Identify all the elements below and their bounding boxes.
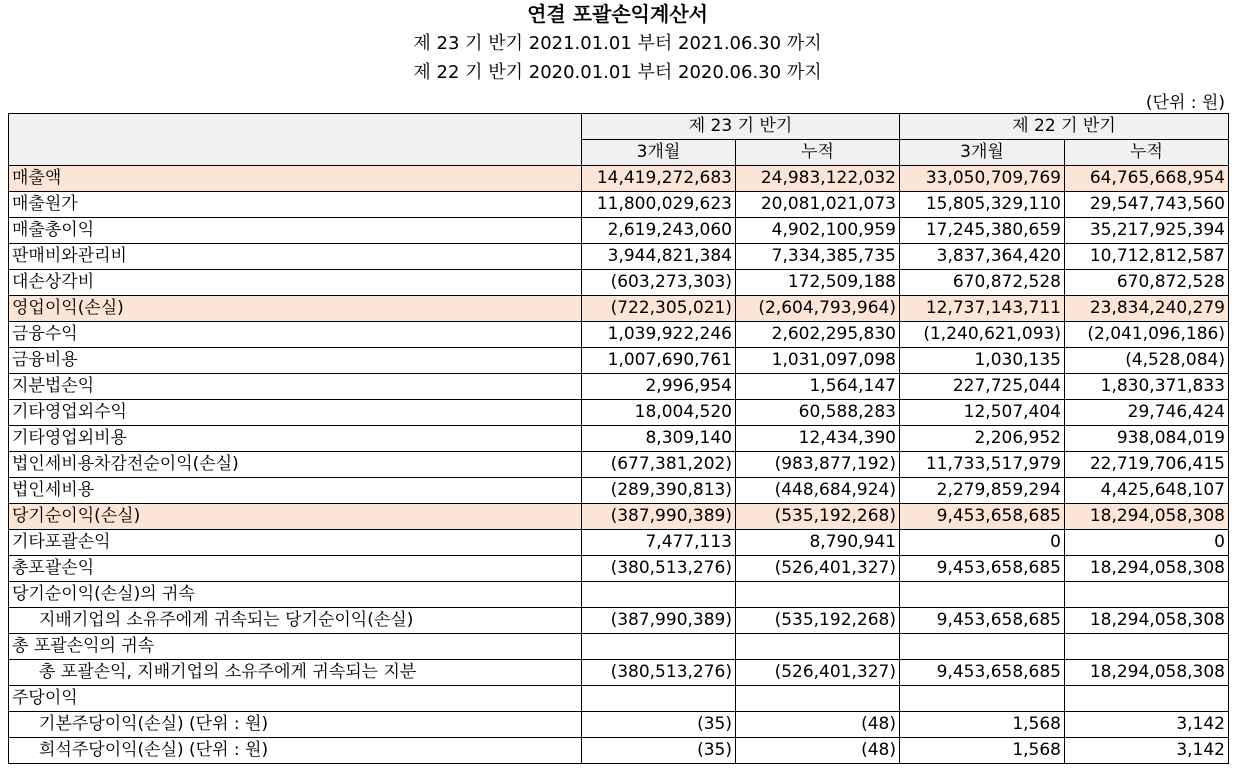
row-value: 10,712,812,587 — [1065, 244, 1229, 270]
row-label: 기본주당이익(손실) (단위 : 원) — [9, 712, 582, 738]
row-value: 2,996,954 — [582, 374, 736, 400]
table-row — [9, 374, 1229, 400]
table-row — [9, 504, 1229, 530]
row-value: 7,334,385,735 — [736, 244, 900, 270]
row-value: (289,390,813) — [582, 478, 736, 504]
row-value: (380,513,276) — [582, 660, 736, 686]
row-value: 4,902,100,959 — [736, 218, 900, 244]
row-value: 33,050,709,769 — [900, 166, 1065, 192]
row-value: 18,004,520 — [582, 400, 736, 426]
table-row — [9, 530, 1229, 556]
row-value: (4,528,084) — [1065, 348, 1229, 374]
row-value: 670,872,528 — [900, 270, 1065, 296]
row-value: (2,604,793,964) — [736, 296, 900, 322]
row-value: 9,453,658,685 — [900, 660, 1065, 686]
table-row — [9, 582, 1229, 608]
row-label: 판매비와관리비 — [9, 244, 582, 270]
row-value — [736, 582, 900, 608]
row-value: 12,737,143,711 — [900, 296, 1065, 322]
row-value: 12,507,404 — [900, 400, 1065, 426]
row-value: (677,381,202) — [582, 452, 736, 478]
row-label: 금융수익 — [9, 322, 582, 348]
row-value — [736, 686, 900, 712]
row-value: 20,081,021,073 — [736, 192, 900, 218]
header-blank-cell — [9, 114, 582, 166]
row-label: 희석주당이익(손실) (단위 : 원) — [9, 738, 582, 764]
row-value: 2,602,295,830 — [736, 322, 900, 348]
row-value: 11,733,517,979 — [900, 452, 1065, 478]
row-value: 4,425,648,107 — [1065, 478, 1229, 504]
row-value: 3,142 — [1065, 738, 1229, 764]
row-value: 18,294,058,308 — [1065, 504, 1229, 530]
row-value: 1,830,371,833 — [1065, 374, 1229, 400]
table-row — [9, 634, 1229, 660]
row-label: 대손상각비 — [9, 270, 582, 296]
period-current: 제 23 기 반기 2021.01.01 부터 2021.06.30 까지 — [413, 33, 822, 54]
row-value: (535,192,268) — [736, 608, 900, 634]
period-prior: 제 22 기 반기 2020.01.01 부터 2020.06.30 까지 — [413, 62, 822, 83]
table-row — [9, 348, 1229, 374]
row-value: (1,240,621,093) — [900, 322, 1065, 348]
row-value: 7,477,113 — [582, 530, 736, 556]
row-value — [736, 634, 900, 660]
header-row-periods — [9, 114, 1229, 140]
row-value: 1,039,922,246 — [582, 322, 736, 348]
row-value: 227,725,044 — [900, 374, 1065, 400]
table-row — [9, 686, 1229, 712]
table-row — [9, 660, 1229, 686]
row-value — [582, 634, 736, 660]
row-value: 60,588,283 — [736, 400, 900, 426]
row-label: 총포괄손익 — [9, 556, 582, 582]
table-row — [9, 400, 1229, 426]
table-row — [9, 712, 1229, 738]
row-value: 1,564,147 — [736, 374, 900, 400]
table-row — [9, 218, 1229, 244]
row-value — [1065, 582, 1229, 608]
row-value: 8,790,941 — [736, 530, 900, 556]
row-value: (35) — [582, 738, 736, 764]
row-value: (448,684,924) — [736, 478, 900, 504]
table-row — [9, 478, 1229, 504]
row-label: 기타영업외비용 — [9, 426, 582, 452]
row-value: 18,294,058,308 — [1065, 608, 1229, 634]
row-label: 법인세비용 — [9, 478, 582, 504]
table-row — [9, 192, 1229, 218]
row-value: (380,513,276) — [582, 556, 736, 582]
row-value: 670,872,528 — [1065, 270, 1229, 296]
row-value: (722,305,021) — [582, 296, 736, 322]
row-value: 9,453,658,685 — [900, 556, 1065, 582]
row-value: 22,719,706,415 — [1065, 452, 1229, 478]
row-value: 29,547,743,560 — [1065, 192, 1229, 218]
document-title: 연결 포괄손익계산서 — [527, 2, 708, 26]
row-label: 총 포괄손익의 귀속 — [9, 634, 582, 660]
row-value: (48) — [736, 712, 900, 738]
income-statement-table — [8, 113, 1229, 764]
row-value: 11,800,029,623 — [582, 192, 736, 218]
document-header — [0, 0, 1235, 87]
row-label: 지배기업의 소유주에게 귀속되는 당기순이익(손실) — [9, 608, 582, 634]
row-value: 29,746,424 — [1065, 400, 1229, 426]
row-value: (603,273,303) — [582, 270, 736, 296]
row-value: 1,568 — [900, 738, 1065, 764]
row-label: 영업이익(손실) — [9, 296, 582, 322]
row-label: 지분법손익 — [9, 374, 582, 400]
row-value: 0 — [1065, 530, 1229, 556]
row-value — [582, 686, 736, 712]
row-value: 18,294,058,308 — [1065, 660, 1229, 686]
row-label: 기타영업외수익 — [9, 400, 582, 426]
row-value: 1,030,135 — [900, 348, 1065, 374]
row-label: 매출총이익 — [9, 218, 582, 244]
row-label: 기타포괄손익 — [9, 530, 582, 556]
header-cumulative-prior: 누적 — [1065, 140, 1229, 166]
table-row — [9, 738, 1229, 764]
row-label: 매출액 — [9, 166, 582, 192]
row-value — [900, 582, 1065, 608]
row-value — [900, 686, 1065, 712]
row-value: 17,245,380,659 — [900, 218, 1065, 244]
table-row — [9, 426, 1229, 452]
table-row — [9, 452, 1229, 478]
header-3months-prior: 3개월 — [900, 140, 1065, 166]
row-value: 64,765,668,954 — [1065, 166, 1229, 192]
row-value: 15,805,329,110 — [900, 192, 1065, 218]
table-row — [9, 166, 1229, 192]
row-value: 12,434,390 — [736, 426, 900, 452]
row-value: (48) — [736, 738, 900, 764]
row-value: 2,206,952 — [900, 426, 1065, 452]
table-row — [9, 322, 1229, 348]
row-value: (2,041,096,186) — [1065, 322, 1229, 348]
row-value — [1065, 634, 1229, 660]
row-value: 172,509,188 — [736, 270, 900, 296]
row-value: (983,877,192) — [736, 452, 900, 478]
unit-label: (단위 : 원) — [1145, 93, 1225, 113]
header-cumulative-current: 누적 — [736, 140, 900, 166]
row-value: 9,453,658,685 — [900, 504, 1065, 530]
row-value — [1065, 686, 1229, 712]
row-label: 매출원가 — [9, 192, 582, 218]
row-value: (387,990,389) — [582, 504, 736, 530]
table-row — [9, 270, 1229, 296]
row-value: 3,837,364,420 — [900, 244, 1065, 270]
row-value: (387,990,389) — [582, 608, 736, 634]
table-row — [9, 244, 1229, 270]
row-value — [900, 634, 1065, 660]
row-label: 법인세비용차감전순이익(손실) — [9, 452, 582, 478]
row-value: 24,983,122,032 — [736, 166, 900, 192]
row-value: 1,031,097,098 — [736, 348, 900, 374]
row-value: (526,401,327) — [736, 556, 900, 582]
header-period-current: 제 23 기 반기 — [582, 114, 900, 140]
row-value: 14,419,272,683 — [582, 166, 736, 192]
row-value: 2,279,859,294 — [900, 478, 1065, 504]
row-value: 1,007,690,761 — [582, 348, 736, 374]
row-value: 938,084,019 — [1065, 426, 1229, 452]
row-value — [582, 582, 736, 608]
row-value: 1,568 — [900, 712, 1065, 738]
row-label: 당기순이익(손실)의 귀속 — [9, 582, 582, 608]
row-label: 주당이익 — [9, 686, 582, 712]
row-label: 금융비용 — [9, 348, 582, 374]
row-value: 35,217,925,394 — [1065, 218, 1229, 244]
header-period-prior: 제 22 기 반기 — [900, 114, 1229, 140]
row-value: 8,309,140 — [582, 426, 736, 452]
row-value: 2,619,243,060 — [582, 218, 736, 244]
table-row — [9, 296, 1229, 322]
row-value: (526,401,327) — [736, 660, 900, 686]
row-value: 9,453,658,685 — [900, 608, 1065, 634]
row-label: 총 포괄손익, 지배기업의 소유주에게 귀속되는 지분 — [9, 660, 582, 686]
row-value: 3,142 — [1065, 712, 1229, 738]
table-row — [9, 608, 1229, 634]
row-value: 0 — [900, 530, 1065, 556]
row-label: 당기순이익(손실) — [9, 504, 582, 530]
row-value: (535,192,268) — [736, 504, 900, 530]
header-3months-current: 3개월 — [582, 140, 736, 166]
row-value: 3,944,821,384 — [582, 244, 736, 270]
table-row — [9, 556, 1229, 582]
row-value: (35) — [582, 712, 736, 738]
row-value: 18,294,058,308 — [1065, 556, 1229, 582]
row-value: 23,834,240,279 — [1065, 296, 1229, 322]
